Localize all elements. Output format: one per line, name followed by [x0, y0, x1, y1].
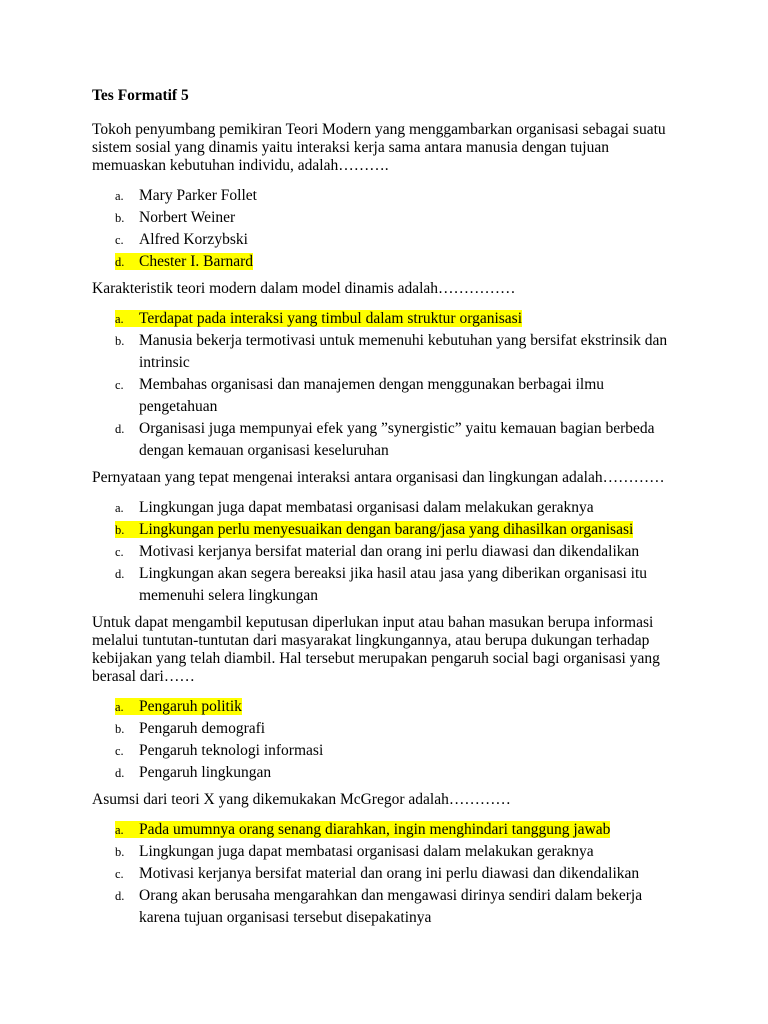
option-4-a [92, 696, 680, 718]
question-3-text: Pernyataan yang tepat mengenai interaksi antara organisasi dan lingkungan adalah………… [92, 469, 665, 486]
option-text: Pada umumnya orang senang diarahkan, ingin menghindari tanggung jawab [139, 821, 611, 838]
option-2-a [92, 308, 680, 330]
question-5-text: Asumsi dari teori X yang dikemukakan McGregor adalah………… [92, 791, 511, 808]
option-1-d [92, 251, 680, 273]
option-4-b [92, 718, 680, 740]
option-5-c [92, 863, 680, 885]
option-letter: b. [115, 523, 125, 537]
option-5-a [92, 819, 680, 841]
option-text: Organisasi juga mempunyai efek yang ”synergistic” yaitu kemauan bagian berbeda dengan kemauan organisasi keseluruhan [139, 420, 655, 459]
option-text: Motivasi kerjanya bersifat material dan orang ini perlu diawasi dan dikendalikan [139, 865, 640, 882]
option-text: Mary Parker Follet [139, 187, 257, 204]
option-1-c [92, 229, 680, 251]
option-letter: c. [115, 744, 124, 758]
option-letter: a. [115, 501, 124, 515]
option-2-c [92, 374, 680, 418]
option-letter: a. [115, 700, 124, 714]
option-highlight [115, 209, 235, 226]
option-highlight [115, 310, 522, 327]
option-highlight [115, 843, 594, 860]
option-letter: d. [115, 255, 125, 269]
option-3-d [92, 563, 680, 607]
option-letter: a. [115, 823, 124, 837]
page-title: Tes Formatif 5 [92, 87, 189, 104]
option-highlight [115, 420, 655, 459]
option-highlight [115, 742, 323, 759]
option-1-a [92, 185, 680, 207]
option-text: Lingkungan juga dapat membatasi organisasi dalam melakukan geraknya [139, 499, 594, 516]
option-letter: b. [115, 211, 125, 225]
question-2-text: Karakteristik teori modern dalam model dinamis adalah…………… [92, 280, 516, 297]
option-highlight [115, 521, 633, 538]
option-letter: d. [115, 422, 125, 436]
option-letter: c. [115, 378, 124, 392]
option-text: Pengaruh teknologi informasi [139, 742, 324, 759]
option-text: Orang akan berusaha mengarahkan dan mengawasi dirinya sendiri dalam bekerja karena tujuan organisasi tersebut disepakatinya [139, 887, 643, 926]
option-text: Pengaruh demografi [139, 720, 266, 737]
question-5-options [92, 819, 680, 929]
option-1-b [92, 207, 680, 229]
option-highlight [115, 698, 242, 715]
option-highlight [115, 565, 647, 604]
option-letter: a. [115, 312, 124, 326]
question-1-options [92, 185, 680, 273]
option-highlight [115, 499, 594, 516]
option-highlight [115, 887, 642, 926]
option-3-b [92, 519, 680, 541]
option-letter: b. [115, 722, 125, 736]
option-text: Lingkungan juga dapat membatasi organisasi dalam melakukan geraknya [139, 843, 594, 860]
option-letter: d. [115, 567, 125, 581]
option-letter: c. [115, 867, 124, 881]
option-letter: b. [115, 845, 125, 859]
option-highlight [115, 720, 265, 737]
option-letter: d. [115, 766, 125, 780]
option-highlight [115, 231, 248, 248]
option-3-c [92, 541, 680, 563]
option-letter: a. [115, 189, 124, 203]
option-4-c [92, 740, 680, 762]
option-text: Motivasi kerjanya bersifat material dan orang ini perlu diawasi dan dikendalikan [139, 543, 640, 560]
option-text: Terdapat pada interaksi yang timbul dalam struktur organisasi [139, 310, 523, 327]
option-highlight [115, 332, 667, 371]
option-highlight [115, 543, 639, 560]
option-text: Norbert Weiner [139, 209, 236, 226]
option-highlight [115, 821, 610, 838]
option-text: Chester I. Barnard [139, 253, 254, 270]
option-letter: d. [115, 889, 125, 903]
option-text: Pengaruh politik [139, 698, 242, 715]
option-letter: c. [115, 545, 124, 559]
option-text: Membahas organisasi dan manajemen dengan menggunakan berbagai ilmu pengetahuan [139, 376, 604, 415]
option-text: Lingkungan perlu menyesuaikan dengan barang/jasa yang dihasilkan organisasi [139, 521, 634, 538]
option-text: Alfred Korzybski [139, 231, 248, 248]
option-2-d [92, 418, 680, 462]
option-text: Pengaruh lingkungan [139, 764, 272, 781]
option-text: Manusia bekerja termotivasi untuk memenuhi kebutuhan yang bersifat ekstrinsik dan intrinsic [139, 332, 668, 371]
question-4-text: Untuk dapat mengambil keputusan diperlukan input atau bahan masukan berupa informasi melalui tuntutan-tuntutan dari masyarakat lingkungannya, atau berupa dukungan terhadap kebijakan yang telah diambil. Hal tersebut merupakan pengaruh social bagi organisasi yang berasal dari…… [92, 614, 660, 685]
option-letter: c. [115, 233, 124, 247]
option-highlight [115, 764, 271, 781]
question-4-options [92, 696, 680, 784]
option-highlight [115, 187, 257, 204]
option-text: Lingkungan akan segera bereaksi jika hasil atau jasa yang diberikan organisasi itu memenuhi selera lingkungan [139, 565, 648, 604]
option-letter: b. [115, 334, 125, 348]
option-5-b [92, 841, 680, 863]
question-3-options [92, 497, 680, 607]
option-highlight [115, 865, 639, 882]
option-highlight [115, 376, 604, 415]
question-1-text: Tokoh penyumbang pemikiran Teori Modern yang menggambarkan organisasi sebagai suatu sistem sosial yang dinamis yaitu interaksi kerja sama antara manusia dengan tujuan memuaskan kebutuhan individu, adalah………. [92, 121, 666, 174]
option-3-a [92, 497, 680, 519]
option-5-d [92, 885, 680, 929]
option-2-b [92, 330, 680, 374]
option-4-d [92, 762, 680, 784]
option-highlight [115, 253, 253, 270]
question-2-options [92, 308, 680, 462]
